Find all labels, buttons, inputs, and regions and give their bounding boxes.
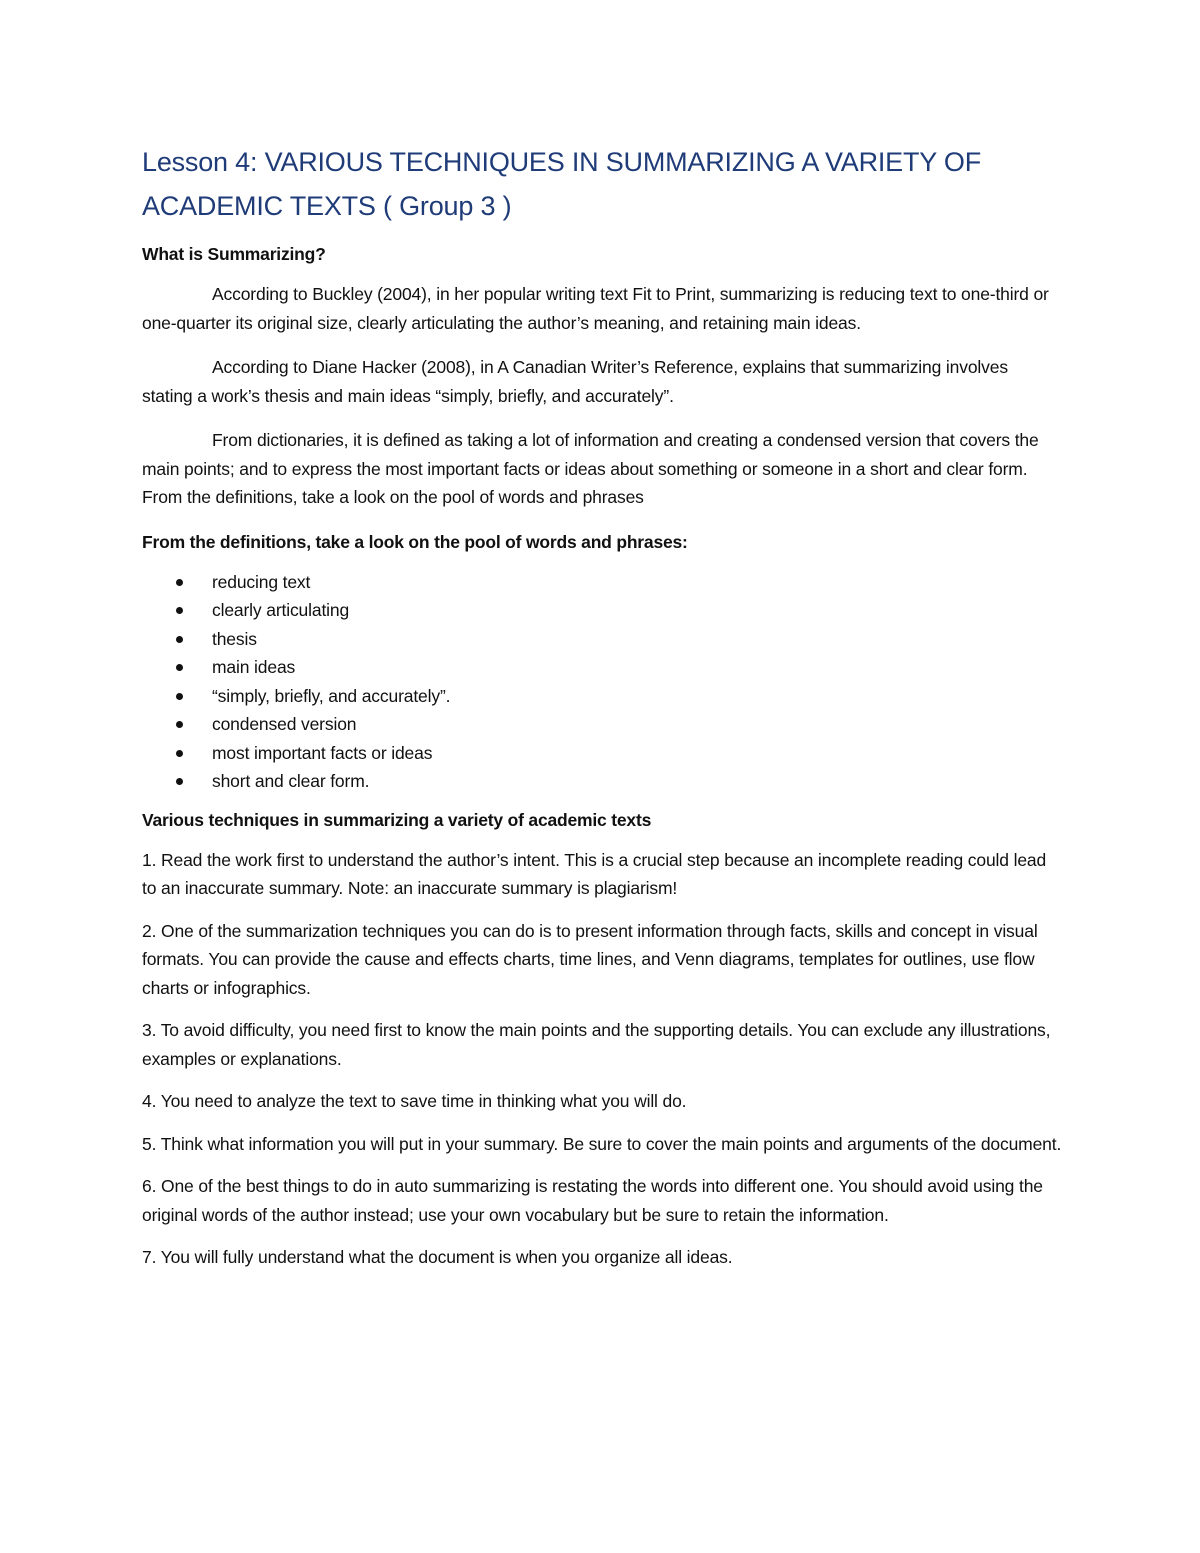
list-item-text: condensed version: [212, 714, 357, 734]
bullet-icon: [176, 693, 183, 700]
bullet-icon: [176, 579, 183, 586]
list-item: [142, 682, 1062, 711]
bullet-icon: [176, 750, 183, 757]
bullet-icon: [176, 778, 183, 785]
list-item: [142, 596, 1062, 625]
technique-item: 2. One of the summarization techniques you can do is to present information through facts, skills and concept in visual formats. You can provide the cause and effects charts, time lines, and Venn diagrams, templates for outlines, use flow charts or infographics.: [142, 920, 1038, 998]
list-item-text: “simply, briefly, and accurately”.: [212, 685, 451, 706]
list-item-text: short and clear form.: [212, 771, 370, 791]
section-heading-what-is-summarizing: What is Summarizing?: [142, 244, 326, 264]
bullet-icon: [176, 664, 183, 671]
list-item-text: clearly articulating: [212, 600, 350, 620]
technique-item: 5. Think what information you will put in your summary. Be sure to cover the main points and arguments of the document.: [142, 1133, 1062, 1154]
paragraph-buckley: According to Buckley (2004), in her popular writing text Fit to Print, summarizing is reducing text to one-third or one-quarter its original size, clearly articulating the author’s meaning, and retaining main ideas.: [142, 284, 1049, 333]
bullet-icon: [176, 607, 183, 614]
paragraph-dictionaries: From dictionaries, it is defined as taking a lot of information and creating a condensed version that covers the main points; and to express the most important facts or ideas about something or someone in a short and clear form. From the definitions, take a look on the pool of words and phrases: [142, 430, 1039, 507]
technique-item: 3. To avoid difficulty, you need first to know the main points and the supporting details. You can exclude any illustrations, examples or explanations.: [142, 1020, 1051, 1069]
paragraph-hacker: According to Diane Hacker (2008), in A Canadian Writer’s Reference, explains that summarizing involves stating a work’s thesis and main ideas “simply, briefly, and accurately”.: [142, 357, 1008, 406]
lesson-title: Lesson 4: VARIOUS TECHNIQUES IN SUMMARIZING A VARIETY OF ACADEMIC TEXTS ( Group 3 ): [142, 147, 981, 221]
list-item: [142, 739, 1062, 768]
bullet-icon: [176, 721, 183, 728]
list-item: [142, 625, 1062, 654]
list-item: [142, 653, 1062, 682]
technique-item: 7. You will fully understand what the document is when you organize all ideas.: [142, 1247, 733, 1267]
technique-item: 6. One of the best things to do in auto summarizing is restating the words into different one. You should avoid using the original words of the author instead; use your own vocabulary but be sure to retain the information.: [142, 1176, 1043, 1225]
bullet-icon: [176, 636, 183, 643]
list-item: [142, 568, 1062, 597]
list-item: [142, 710, 1062, 739]
section-heading-pool-of-words: From the definitions, take a look on the pool of words and phrases:: [142, 531, 688, 552]
document-page: [142, 140, 1062, 1286]
list-item: [142, 767, 1062, 796]
section-heading-techniques: Various techniques in summarizing a variety of academic texts: [142, 809, 652, 830]
list-item-text: thesis: [212, 628, 257, 649]
technique-item: 1. Read the work first to understand the author’s intent. This is a crucial step because an incomplete reading could lead to an inaccurate summary. Note: an inaccurate summary is plagiarism!: [142, 849, 1047, 898]
list-item-text: most important facts or ideas: [212, 742, 433, 763]
word-pool-list: [142, 568, 1062, 796]
list-item-text: reducing text: [212, 571, 311, 592]
list-item-text: main ideas: [212, 657, 296, 677]
technique-item: 4. You need to analyze the text to save time in thinking what you will do.: [142, 1091, 687, 1111]
